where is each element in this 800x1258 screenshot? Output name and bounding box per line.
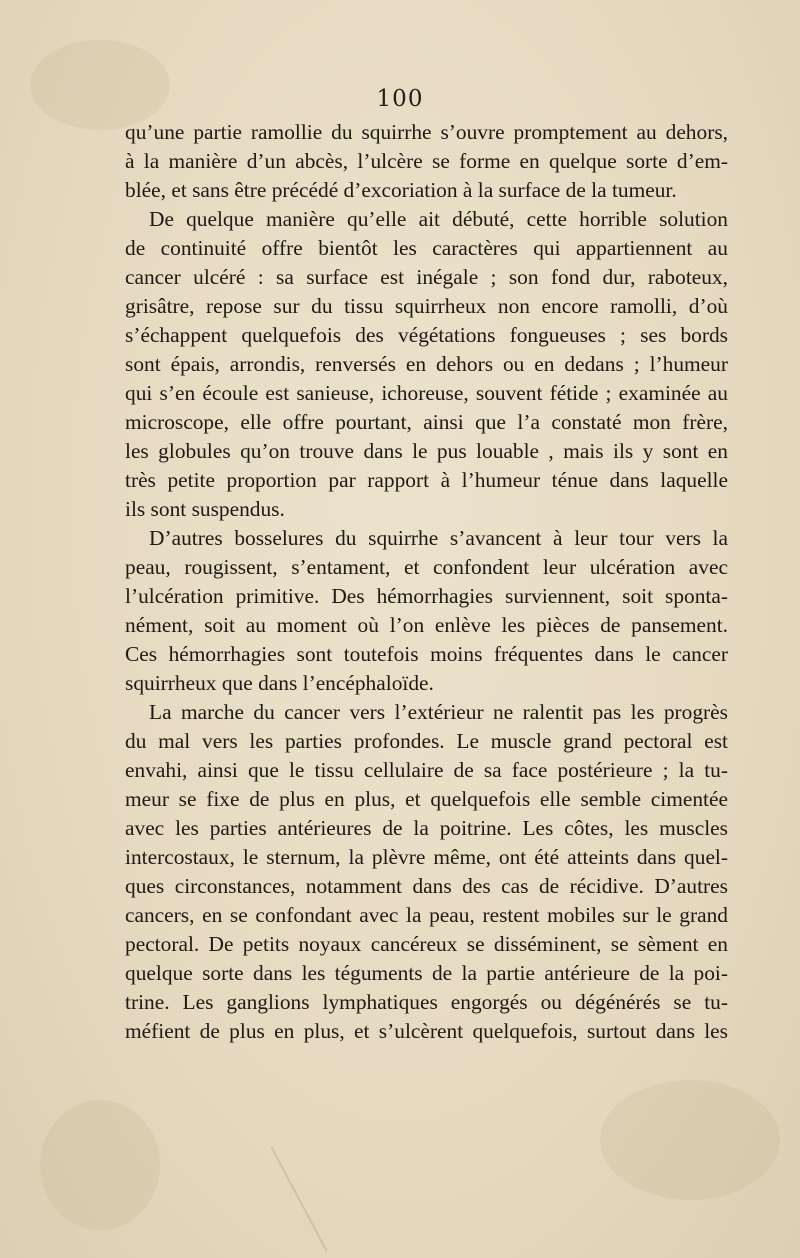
text-line: grisâtre, repose sur du tissu squirrheux non encore ramolli, d’où bbox=[125, 294, 728, 318]
text-line: de continuité offre bientôt les caractères qui appartiennent au bbox=[125, 236, 728, 260]
paper-stain bbox=[30, 40, 170, 130]
text-line: sont épais, arrondis, renversés en dehors ou en dedans ; l’humeur bbox=[125, 352, 728, 376]
text-line: peau, rougissent, s’entament, et confondent leur ulcération avec bbox=[125, 555, 728, 579]
text-line: l’ulcération primitive. Des hémorrhagies surviennent, soit sponta- bbox=[125, 584, 728, 608]
text-line: blée, et sans être précédé d’excoriation à la surface de la tumeur. bbox=[125, 178, 677, 202]
text-line: qu’une partie ramollie du squirrhe s’ouvre promptement au dehors, bbox=[125, 120, 728, 144]
text-line: ques circonstances, notamment dans des cas de récidive. D’autres bbox=[125, 874, 728, 898]
page-number: 100 bbox=[376, 86, 424, 112]
text-line: avec les parties antérieures de la poitrine. Les côtes, les muscles bbox=[125, 816, 728, 840]
text-line: microscope, elle offre pourtant, ainsi que l’a constaté mon frère, bbox=[125, 410, 728, 434]
text-line: cancer ulcéré : sa surface est inégale ; son fond dur, raboteux, bbox=[125, 265, 728, 289]
text-line: s’échappent quelquefois des végétations fongueuses ; ses bords bbox=[125, 323, 728, 347]
text-line: D’autres bosselures du squirrhe s’avancent à leur tour vers la bbox=[149, 526, 728, 550]
text-line: nément, soit au moment où l’on enlève les pièces de pansement. bbox=[125, 613, 728, 637]
text-line: squirrheux que dans l’encéphaloïde. bbox=[125, 671, 434, 695]
body-text bbox=[125, 118, 728, 1046]
text-line: du mal vers les parties profondes. Le muscle grand pectoral est bbox=[125, 729, 728, 753]
text-line: à la manière d’un abcès, l’ulcère se forme en quelque sorte d’em- bbox=[125, 149, 728, 173]
text-line: qui s’en écoule est sanieuse, ichoreuse, souvent fétide ; examinée au bbox=[125, 381, 728, 405]
text-line: les globules qu’on trouve dans le pus louable , mais ils y sont en bbox=[125, 439, 728, 463]
text-line: intercostaux, le sternum, la plèvre même, ont été atteints dans quel- bbox=[125, 845, 728, 869]
paper-stain bbox=[600, 1080, 780, 1200]
text-line: ils sont suspendus. bbox=[125, 497, 285, 521]
text-line: meur se fixe de plus en plus, et quelquefois elle semble cimentée bbox=[125, 787, 728, 811]
text-line: Ces hémorrhagies sont toutefois moins fréquentes dans le cancer bbox=[125, 642, 728, 666]
text-line: pectoral. De petits noyaux cancéreux se disséminent, se sèment en bbox=[125, 932, 728, 956]
text-line: trine. Les ganglions lymphatiques engorgés ou dégénérés se tu- bbox=[125, 990, 728, 1014]
paper-stain bbox=[40, 1100, 160, 1230]
paper-crease bbox=[270, 1146, 327, 1251]
text-line: La marche du cancer vers l’extérieur ne ralentit pas les progrès bbox=[149, 700, 728, 724]
text-line: très petite proportion par rapport à l’humeur ténue dans laquelle bbox=[125, 468, 728, 492]
text-line: méfient de plus en plus, et s’ulcèrent quelquefois, surtout dans les bbox=[125, 1019, 728, 1043]
text-line: De quelque manière qu’elle ait débuté, cette horrible solution bbox=[149, 207, 728, 231]
text-line: envahi, ainsi que le tissu cellulaire de sa face postérieure ; la tu- bbox=[125, 758, 728, 782]
text-line: quelque sorte dans les téguments de la partie antérieure de la poi- bbox=[125, 961, 728, 985]
text-line: cancers, en se confondant avec la peau, restent mobiles sur le grand bbox=[125, 903, 728, 927]
